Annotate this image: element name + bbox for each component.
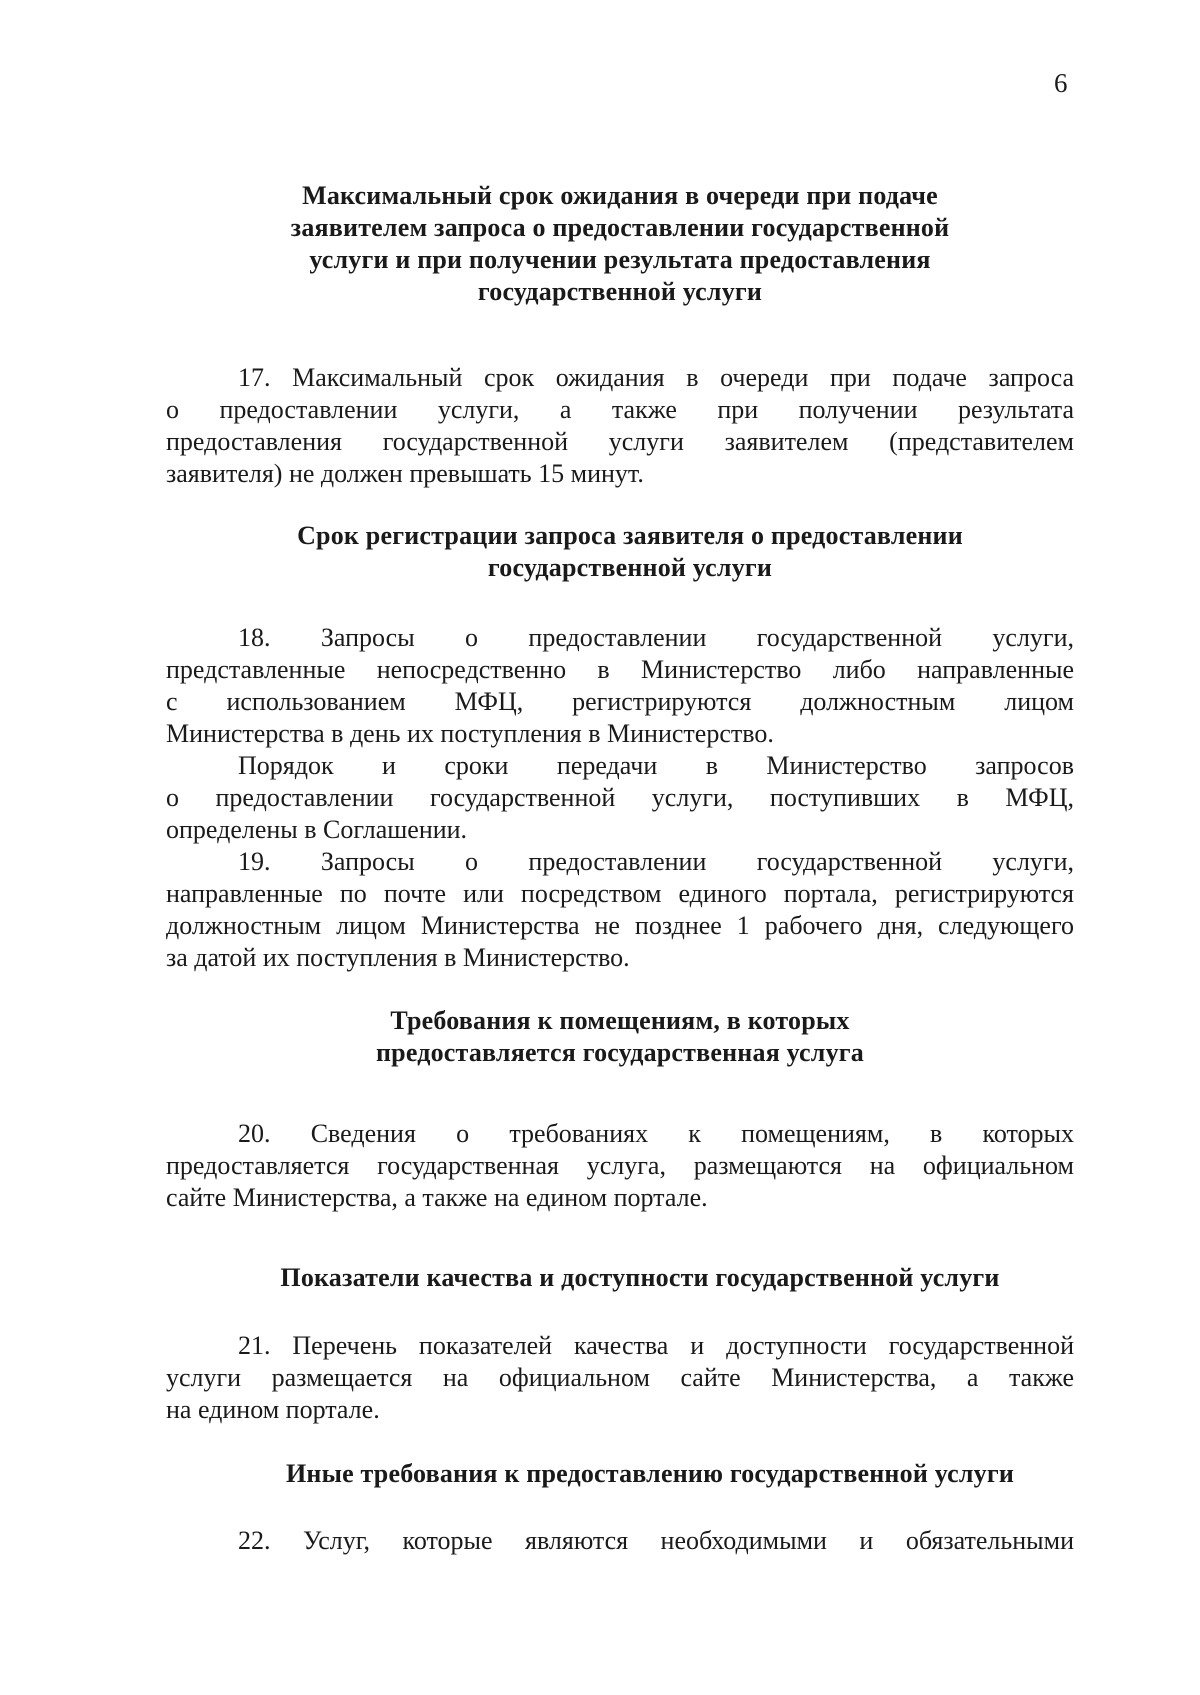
heading-line: предоставляется государственная услуга xyxy=(376,1038,864,1067)
paragraph-line: представленные непосредственно в Министерство либо направленные xyxy=(166,655,1074,684)
paragraph-18 xyxy=(166,622,1074,750)
paragraph-line: 18. Запросы о предоставлении государственной услуги, xyxy=(238,623,1074,652)
paragraph-line: сайте Министерства, а также на едином портале. xyxy=(166,1183,708,1212)
paragraph-line: услуги размещается на официальном сайте Министерства, а также xyxy=(166,1363,1074,1392)
paragraph-line: 20. Сведения о требованиях к помещениям, в которых xyxy=(238,1119,1074,1148)
heading-line: Показатели качества и доступности государственной услуги xyxy=(280,1263,1000,1292)
heading-line: государственной услуги xyxy=(477,277,763,306)
heading-line: Иные требования к предоставлению государственной услуги xyxy=(285,1459,1015,1488)
paragraph-19 xyxy=(166,846,1074,974)
paragraph-20 xyxy=(166,1118,1074,1214)
paragraph-line: о предоставлении государственной услуги, поступивших в МФЦ, xyxy=(166,783,1074,812)
paragraph-line: 17. Максимальный срок ожидания в очереди при подаче запроса xyxy=(238,363,1074,392)
paragraph-line: заявителя) не должен превышать 15 минут. xyxy=(166,459,644,488)
paragraph-line: должностным лицом Министерства не позднее 1 рабочего дня, следующего xyxy=(166,911,1074,940)
heading-line: государственной услуги xyxy=(487,553,773,582)
heading-line: заявителем запроса о предоставлении государственной xyxy=(290,213,950,242)
paragraph-line: за датой их поступления в Министерство. xyxy=(166,943,630,972)
paragraph-line: определены в Соглашении. xyxy=(166,815,468,844)
section-heading-premises xyxy=(230,1005,1010,1069)
heading-line: услуги и при получении результата предоставления xyxy=(309,245,931,274)
paragraph-21 xyxy=(166,1330,1074,1426)
paragraph-line: на едином портале. xyxy=(166,1395,380,1424)
paragraph-line: предоставляется государственная услуга, размещаются на официальном xyxy=(166,1151,1074,1180)
section-heading-registration xyxy=(230,520,1030,584)
paragraph-line: 22. Услуг, которые являются необходимыми и обязательными xyxy=(238,1526,1074,1555)
heading-line: Требования к помещениям, в которых xyxy=(390,1006,850,1035)
paragraph-line: о предоставлении услуги, а также при получении результата xyxy=(166,395,1074,424)
heading-line: Максимальный срок ожидания в очереди при подаче xyxy=(302,181,938,210)
paragraph-line: предоставления государственной услуги заявителем (представителем xyxy=(166,427,1074,456)
section-heading-quality xyxy=(200,1262,1080,1294)
section-heading-queue-time xyxy=(230,180,1010,308)
paragraph-18-procedure xyxy=(166,750,1074,846)
paragraph-line: 21. Перечень показателей качества и доступности государственной xyxy=(238,1331,1074,1360)
paragraph-line: Порядок и сроки передачи в Министерство запросов xyxy=(238,751,1074,780)
paragraph-line: 19. Запросы о предоставлении государственной услуги, xyxy=(238,847,1074,876)
section-heading-other-requirements xyxy=(210,1458,1090,1490)
page-number: 6 xyxy=(1054,68,1068,98)
paragraph-17 xyxy=(166,362,1074,490)
heading-line: Срок регистрации запроса заявителя о предоставлении xyxy=(297,521,963,550)
paragraph-line: с использованием МФЦ, регистрируются должностным лицом xyxy=(166,687,1074,716)
paragraph-line: Министерства в день их поступления в Министерство. xyxy=(166,719,774,748)
paragraph-22 xyxy=(166,1525,1074,1557)
paragraph-line: направленные по почте или посредством единого портала, регистрируются xyxy=(166,879,1074,908)
